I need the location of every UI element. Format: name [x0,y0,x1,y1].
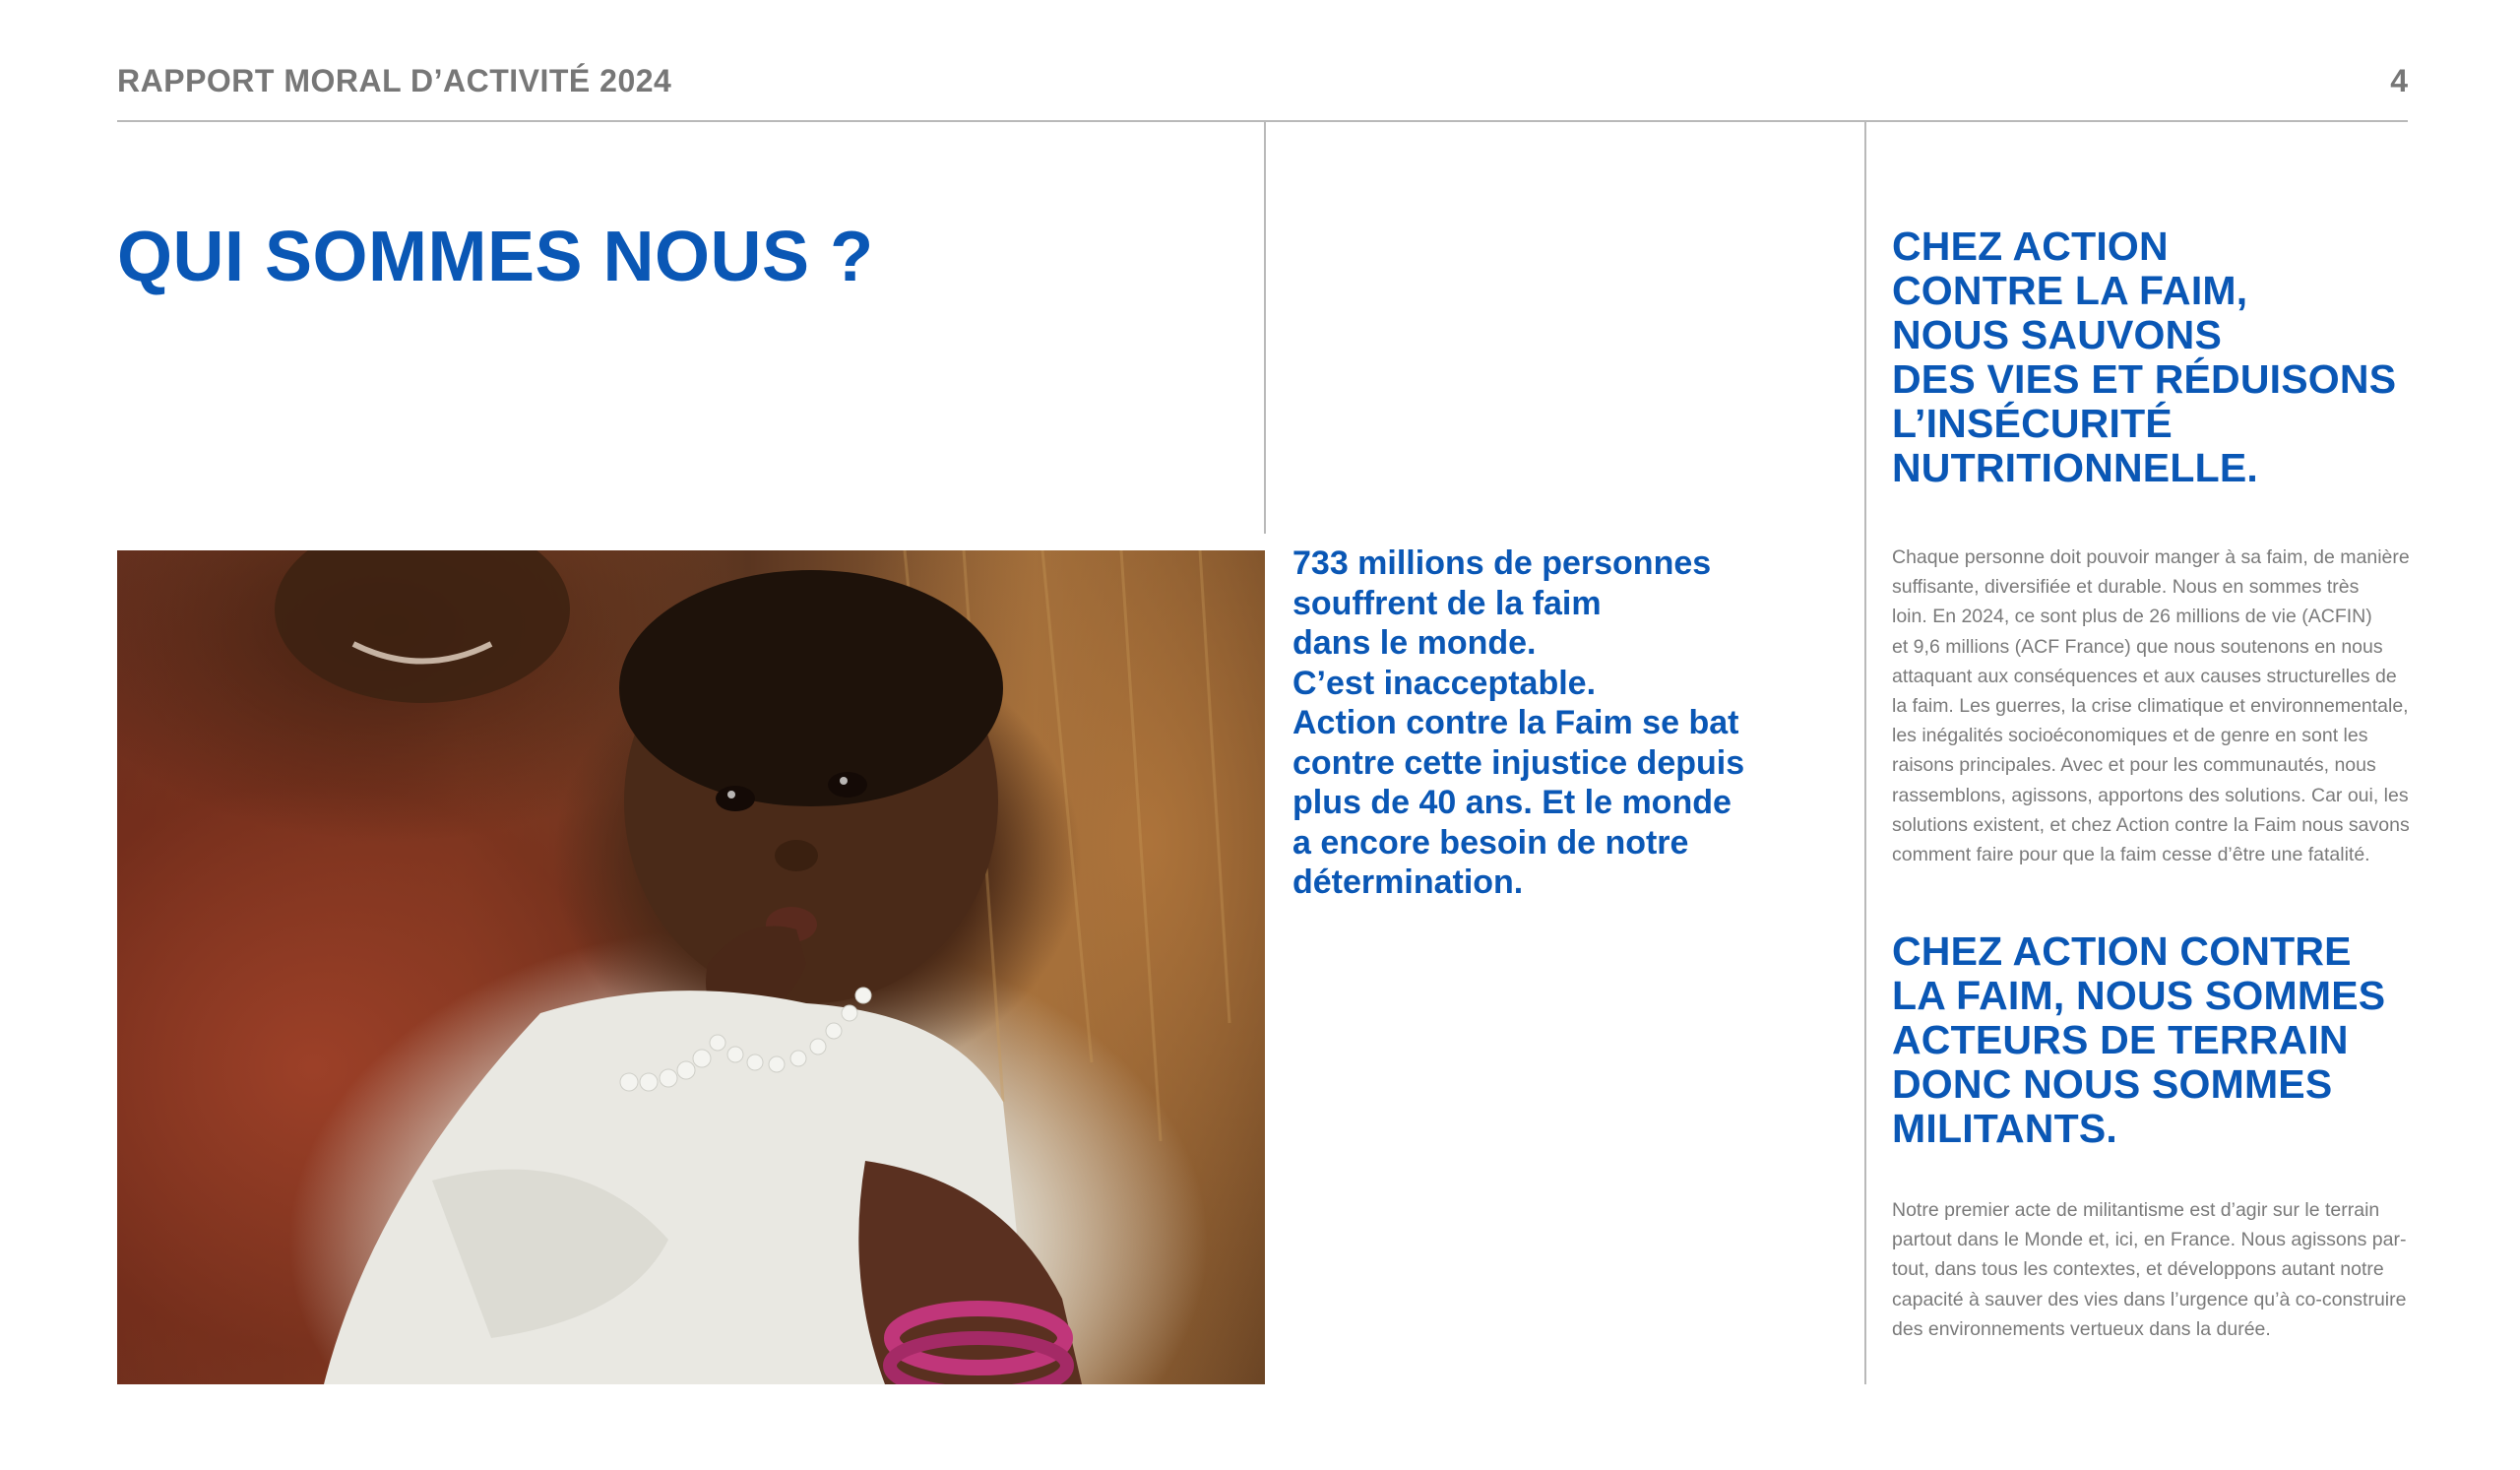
section-heading-militants [1892,929,2385,1151]
heading-line: CHEZ ACTION CONTRE [1892,928,2352,974]
body-line: les inégalités socioéconomiques et de genre en sont les [1892,725,2368,747]
column-divider-right [1864,122,1866,1384]
body-line: partout dans le Monde et, ici, en France. Nous agissons par- [1892,1229,2407,1251]
column-divider-left [1264,122,1266,534]
body-line: attaquant aux conséquences et aux causes structurelles de [1892,665,2397,687]
section-heading-mission [1892,224,2396,490]
heading-line: NOUS SAUVONS [1892,312,2223,357]
stat-line: souffrent de la faim [1292,584,1602,622]
heading-line: CHEZ ACTION [1892,224,2169,269]
mother-and-child-photo [117,550,1265,1384]
body-line: suffisante, diversifiée et durable. Nous en sommes très [1892,576,2360,599]
body-line: capacité à sauver des vies dans l’urgence qu’à co-construire [1892,1288,2407,1310]
report-title: RAPPORT MORAL D’ACTIVITÉ 2024 [117,63,672,98]
body-line: et 9,6 millions (ACF France) que nous soutenons en nous [1892,635,2383,658]
body-line: loin. En 2024, ce sont plus de 26 millions de vie (ACFIN) [1892,606,2372,628]
photo-illustration [117,550,1265,1384]
body-line: Chaque personne doit pouvoir manger à sa faim, de manière [1892,546,2410,568]
heading-line: CONTRE LA FAIM, [1892,268,2248,313]
heading-line: MILITANTS. [1892,1106,2117,1151]
section-body-militants [1892,1195,2408,1344]
heading-line: L’INSÉCURITÉ [1892,401,2173,446]
heading-line: DES VIES ET RÉDUISONS [1892,356,2397,402]
section-body-mission [1892,543,2408,869]
heading-line: ACTEURS DE TERRAIN [1892,1017,2349,1062]
body-line: la faim. Les guerres, la crise climatique et environnementale, [1892,695,2409,718]
body-line: raisons principales. Avec et pour les communautés, nous [1892,754,2376,777]
stat-line: a encore besoin de notre [1292,823,1689,862]
stat-line: plus de 40 ans. Et le monde [1292,784,1732,821]
heading-line: NUTRITIONNELLE. [1892,445,2258,490]
page-title: QUI SOMMES NOUS ? [117,218,874,296]
heading-line: LA FAIM, NOUS SOMMES [1892,973,2386,1018]
body-line: Notre premier acte de militantisme est d’agir sur le terrain [1892,1199,2380,1221]
body-line: rassemblons, agissons, apportons des solutions. Car oui, les [1892,784,2409,806]
body-line: des environnements vertueux dans la durée. [1892,1317,2271,1340]
heading-line: DONC NOUS SOMMES [1892,1061,2333,1107]
stat-line: détermination. [1292,863,1524,901]
body-line: tout, dans tous les contextes, et développons autant notre [1892,1258,2384,1281]
body-line: comment faire pour que la faim cesse d’être une fatalité. [1892,844,2370,866]
page-number: 4 [2390,63,2408,98]
stat-line: Action contre la Faim se bat [1292,704,1739,741]
top-divider [117,120,2408,122]
stat-line: contre cette injustice depuis [1292,743,1745,782]
stat-line: C’est inacceptable. [1292,664,1597,702]
body-line: solutions existent, et chez Action contre la Faim nous savons [1892,813,2410,836]
key-statistic-text [1292,543,1804,903]
stat-line: dans le monde. [1292,624,1537,662]
stat-line: 733 millions de personnes [1292,544,1712,582]
